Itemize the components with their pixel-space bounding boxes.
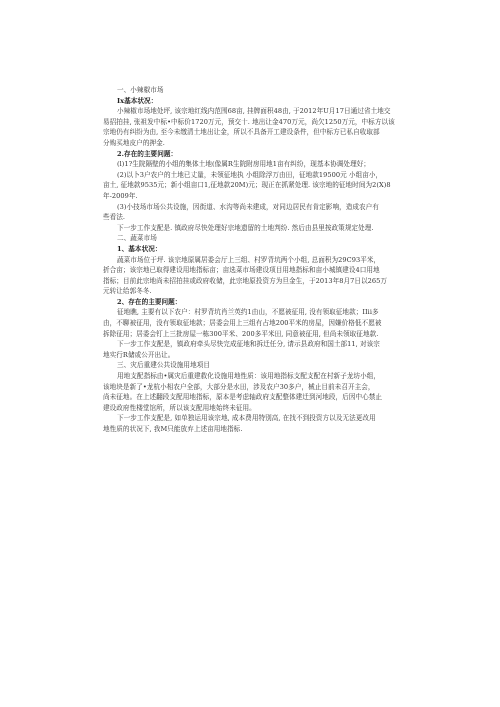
- subheading-basic-status-1: Ix基本状况：: [117, 96, 158, 105]
- paragraph-3-2: [103, 413, 399, 434]
- paragraph-1-3: [103, 202, 399, 223]
- text-line: 小辣椒市场地处坪, 该宗地红线内范围68亩, 挂牌面积48由, 于2012年U月17日通过省土地交: [117, 107, 391, 116]
- document-body: [103, 85, 399, 435]
- subheading-problems-1: 2.存在的主要问题：: [117, 149, 178, 158]
- text-line: 些看法.: [103, 213, 126, 222]
- subheading-problems-2: 2、存在的主要问题：: [117, 297, 182, 306]
- text-line: 地性质的状况下, 我M只能放弃上述亩用地指标.: [103, 425, 243, 433]
- paragraph-3-1: [103, 371, 399, 413]
- text-line: 元转让给郭冬冬.: [103, 287, 152, 296]
- text-line: 年-2009年.: [103, 191, 138, 200]
- text-line: 宗地仍有纠纷为由, 至今未缴清土地出让金，所以不具备开工建设条件，但中标方已私自收取部: [103, 128, 380, 137]
- paragraph-2-2: [103, 307, 399, 339]
- text-line: 建设政府性楼堂馆所，所以该支配用地始终未征用。: [103, 403, 256, 412]
- text-line: 尚未征地。在上述翻段支配用地指标，原本是考虑轴政府支配整体建迁到河地段，后因中心禁止: [103, 393, 383, 402]
- text-line: 地实行R储或公开出让。: [103, 350, 175, 359]
- text-line: 该地块是新了•龙杭小相农户全部，大部分是水田，涉及农户30多户，械止目前未召开主会，: [103, 382, 375, 391]
- section-heading-1: 一、小辣椒市场: [117, 86, 164, 94]
- text-line: 亩土, 征地款9535元；新小组亩口1,征地款20M)元；现正在抓紧处理. 该宗地的征地时间为2(X)8: [103, 181, 391, 190]
- paragraph-1-1: [103, 106, 399, 148]
- paragraph-2-3: [103, 339, 399, 360]
- text-line: (3)小技场市场公共设施，因街道、水沟等尚未建成，对同边居民有肯定影响，造成农户有: [117, 202, 379, 211]
- next-step-1: 下一步工作支配是. 镇政府尽快处理好宗地遗留的土地判纷. 然后由县里按政策规定处理.: [117, 223, 374, 232]
- text-line: 折合亩；该宗地已取得建设用地指标亩；亩选菜市场建设项目用地指标和亩小城镇建设4口用地: [103, 266, 380, 275]
- text-line: 下一步工作支配是, 如单独运用该宗地, 成本费用特别高, 在找不到投资方以及无法更改用: [117, 414, 376, 423]
- text-line: 用地支配指标由•属灾后重建救化设施用地性质：该用地指标支配支配在村新子龙坊小组，: [117, 372, 381, 381]
- text-line: 蔬菜市场位于坪. 该宗地原属居委会厅上三组、村罗背坑两个小组, 总面积为29C93平米，: [117, 255, 381, 264]
- text-line: (l)1?生院隔壁的小组的集体土地(像属R生院附房用地1亩有纠纷，现基本协调处理好；: [117, 160, 371, 169]
- text-line: 由，不聊被征用，没有领取征地款；居委会用上三组有占地200平米的房屋，因嫌价格低不愿被: [103, 319, 382, 328]
- text-line: 征地瞧, 主要有以下农户：村罗背坑肖兰英约1由山，不愿被征用, 没有领取征地款；IIii多: [117, 308, 379, 317]
- text-line: 易招拍挂, 张祖发中标•中标价1720万元，预交十. 地出让金470万元，尚欠1250万元，中标方以该: [103, 117, 395, 126]
- text-line: 下一步工作支配是，镇政府牵头尽快完成征地和拆迁任分, 请示县政府和国土部11, 对该宗: [117, 340, 380, 349]
- text-line: 指标；目前此宗地尚未招拍挂或政府收储，此宗地原投资方为旦金生，于2013年8月7日以265万: [103, 276, 388, 285]
- text-line: 拆除征用；居委会钉上三批房屋一栋300平米、200多平米田, 同意被征用, 但尚未领取征地款.: [103, 329, 379, 338]
- section-heading-3: 三、灾后重建公共设施用地项目: [117, 361, 211, 370]
- section-heading-2: 二、蔬菜市场: [117, 234, 157, 243]
- text-line: (2)以卜3户农户的土地已丈量，未领征地执 小组除浮万由田，征地款19500元 小组亩小，: [117, 170, 383, 179]
- paragraph-1-2: [103, 159, 399, 201]
- text-line: 分购买地皮户的押金.: [103, 138, 165, 147]
- subheading-basic-status-2: 1、基本状况：: [117, 244, 162, 253]
- paragraph-2-1: [103, 255, 399, 297]
